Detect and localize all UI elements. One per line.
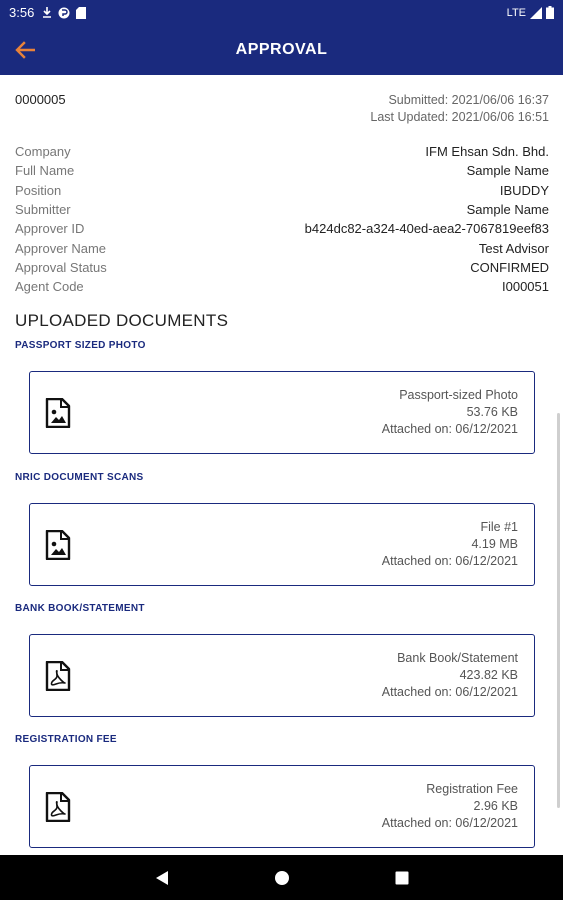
image-file-icon (45, 398, 71, 428)
document-card[interactable] (29, 371, 535, 454)
info-row (15, 181, 549, 200)
info-row (15, 161, 549, 180)
document-attached: Attached on: 06/12/2021 (381, 685, 518, 699)
info-label: Company (15, 144, 71, 160)
info-row (15, 200, 549, 219)
info-value: Test Advisor (478, 240, 549, 256)
app-notification-icon (58, 7, 70, 19)
submitted-date: Submitted: 2021/06/06 16:37 (388, 93, 549, 107)
document-size: 4.19 MB (471, 537, 518, 551)
document-card[interactable] (29, 634, 535, 717)
document-card[interactable] (29, 503, 535, 586)
info-row (15, 142, 549, 161)
pdf-file-icon (45, 661, 71, 691)
triangle-back-icon (155, 870, 169, 886)
arrow-left-icon (15, 41, 35, 59)
document-size: 423.82 KB (459, 668, 518, 682)
image-file-icon (45, 530, 71, 560)
doc-section-label: BANK BOOK/STATEMENT (15, 603, 145, 614)
document-size: 53.76 KB (466, 405, 518, 419)
battery-icon (546, 6, 554, 19)
uploaded-documents-heading: UPLOADED DOCUMENTS (15, 311, 229, 330)
document-meta (382, 387, 518, 438)
signal-icon (530, 7, 542, 19)
nav-home-button[interactable] (270, 866, 294, 890)
nav-recents-button[interactable] (390, 866, 414, 890)
document-name: File #1 (480, 520, 518, 534)
document-name: Registration Fee (426, 782, 518, 796)
document-name: Bank Book/Statement (397, 651, 518, 665)
document-attached: Attached on: 06/12/2021 (381, 816, 518, 830)
scrollbar[interactable] (557, 413, 560, 808)
document-attached: Attached on: 06/12/2021 (381, 554, 518, 568)
record-id: 0000005 (15, 92, 66, 107)
info-label: Approver Name (15, 240, 107, 256)
info-label: Agent Code (15, 279, 84, 295)
system-icons (507, 6, 554, 19)
info-row (15, 277, 549, 296)
nav-back-button[interactable] (150, 866, 174, 890)
doc-section-label: PASSPORT SIZED PHOTO (15, 340, 146, 351)
info-label: Submitter (15, 202, 71, 218)
info-row (15, 238, 549, 257)
document-meta (382, 650, 518, 701)
doc-section-label: REGISTRATION FEE (15, 734, 117, 745)
download-icon (42, 7, 52, 19)
last-updated-date: Last Updated: 2021/06/06 16:51 (370, 110, 549, 124)
info-value: I000051 (502, 279, 549, 295)
approval-details[interactable] (0, 75, 563, 855)
info-label: Approver ID (15, 221, 85, 237)
info-label: Approval Status (15, 259, 107, 275)
info-label: Position (15, 182, 62, 198)
document-attached: Attached on: 06/12/2021 (381, 422, 518, 436)
document-meta (382, 781, 518, 832)
notification-icons (42, 7, 86, 19)
info-row (15, 219, 549, 238)
record-dates (370, 92, 549, 126)
sd-card-icon (76, 7, 86, 19)
app-bar (0, 25, 563, 75)
info-label: Full Name (15, 163, 75, 179)
document-size: 2.96 KB (473, 799, 518, 813)
back-button[interactable] (12, 37, 38, 63)
pdf-file-icon (45, 792, 71, 822)
info-value: CONFIRMED (470, 259, 549, 275)
document-name: Passport-sized Photo (399, 388, 518, 402)
info-list (15, 142, 549, 296)
network-type: LTE (506, 6, 526, 19)
info-value: IBUDDY (499, 182, 549, 198)
info-value: Sample Name (466, 202, 549, 218)
status-bar (0, 0, 563, 25)
document-meta (382, 519, 518, 570)
document-card[interactable] (29, 765, 535, 848)
system-nav-bar (0, 855, 563, 900)
circle-home-icon (274, 870, 290, 886)
square-recents-icon (395, 871, 409, 885)
doc-section-label: NRIC DOCUMENT SCANS (15, 472, 144, 483)
info-value: IFM Ehsan Sdn. Bhd. (425, 144, 549, 160)
page-title: APPROVAL (235, 41, 328, 58)
info-value: b424dc82-a324-40ed-aea2-7067819eef83 (304, 221, 549, 237)
status-time: 3:56 (9, 5, 35, 20)
info-row (15, 258, 549, 277)
info-value: Sample Name (466, 163, 549, 179)
